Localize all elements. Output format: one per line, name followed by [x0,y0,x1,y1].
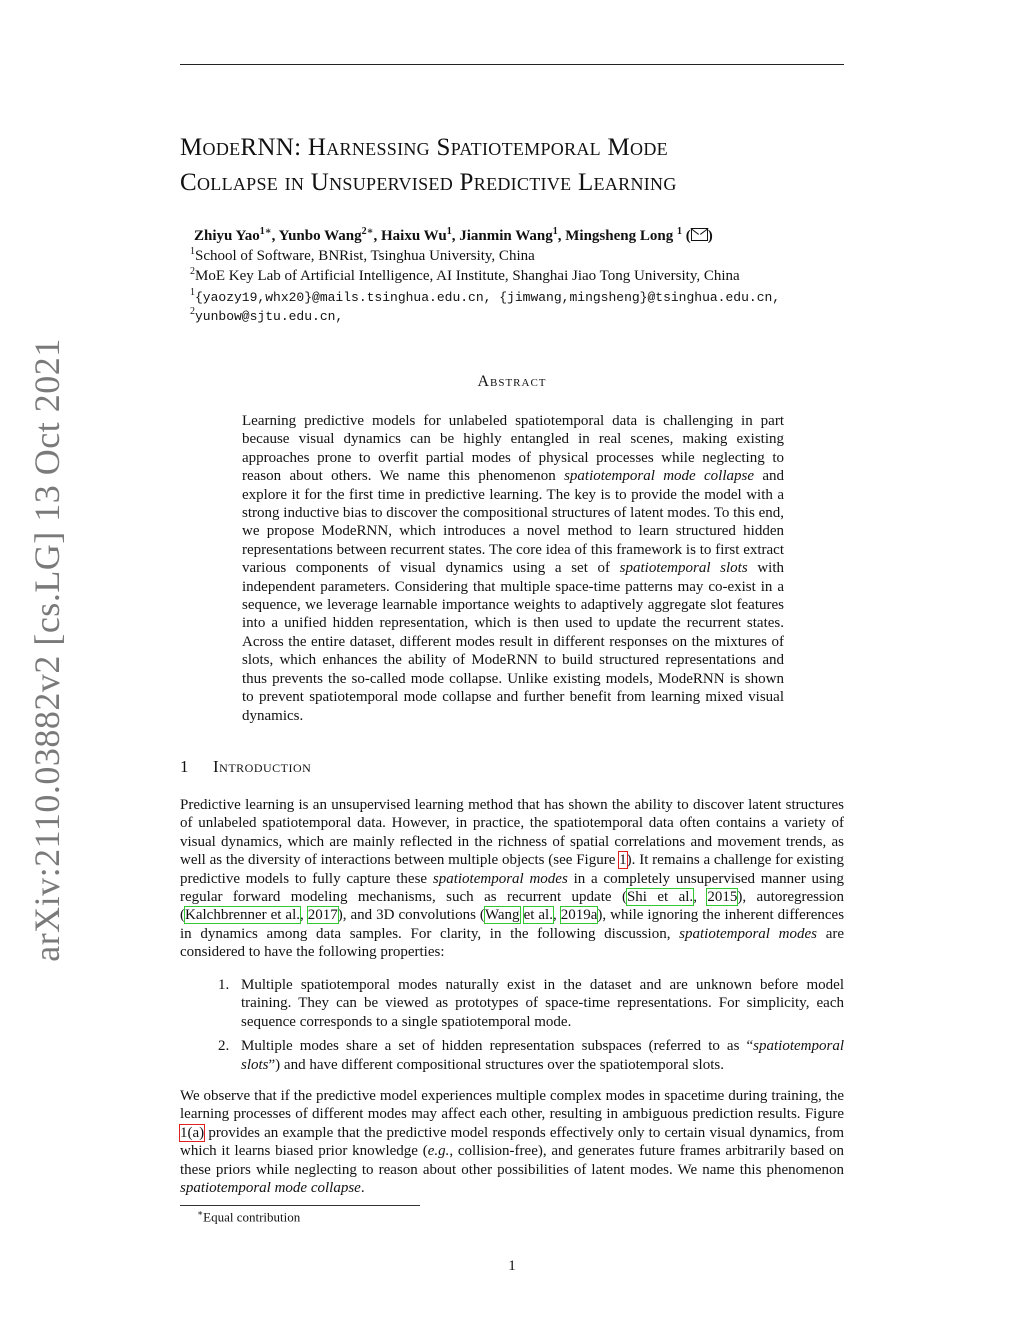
body-text: Predictive learning is an unsupervised learning method that has shown the ability to discover latent structures of unlabeled spatiotemporal data. However, in practice, the spatiotemporal data often contains a variety of visual dynamics, which are mainly reflected in the richness of spatial correlations and movement trends, as well as the diversity of interactions between multiple objects (see Figure [180,797,844,869]
separator: , [557,228,566,244]
citation-link[interactable]: Kalchbrenner et al. [185,907,300,924]
list-number: 2. [218,1038,230,1055]
author-name: Jianmin Wang [459,228,553,244]
list-text: ”) and have different compositional structures over the spatiotemporal slots. [268,1056,724,1073]
email-text[interactable]: yunbow@sjtu.edu.cn, [195,309,344,324]
abstract-emphasis: spatiotemporal slots [619,560,748,577]
citation-link[interactable]: et al. [523,907,553,924]
separator: , [271,228,279,244]
list-text: Multiple spatiotemporal modes naturally exist in the dataset and are unknown before model training. They can be viewed as prototypes of space-time representations. For simplicity, each sequence corresponds to a single spatiotemporal mode. [241,977,844,1030]
body-text: ). It remains a challenge for existing predictive models to fully capture these [180,852,844,887]
citation-link[interactable]: 2019a [560,907,598,924]
list-item [218,1037,844,1074]
author-sup: 2∗ [361,226,374,237]
section-heading-introduction [180,757,311,777]
author-name: Yunbo Wang [278,228,362,244]
author-sup: 1∗ [259,226,272,237]
abstract-text: and explore it for the first time in predictive learning. The key is to provide the model with a strong inductive bias to discover the compositional structures of latent modes. To this end, we propose ModeRNN, which introduces a novel method to learn structured hidden representations between recurrent states. The core idea of this framework is to first extract various components of visual dynamics using a set of [242,468,784,577]
body-text: ), and 3D convolutions ( [337,907,485,924]
body-text: , [693,889,708,906]
body-text: , collision-free), and generates future frames arbitrarily based on these priors while neglecting to reason about other possibilities of latent modes. We name this phenomenon [180,1143,844,1178]
top-rule [180,64,844,65]
footnote [197,1208,300,1225]
figure-reference-link[interactable]: 1(a) [180,1124,205,1141]
list-emphasis: spatiotemporal slots [241,1038,844,1073]
separator: , [451,228,460,244]
abstract-emphasis: spatiotemporal mode collapse [564,468,755,485]
email-text[interactable]: {yaozy19,whx20}@mails.tsinghua.edu.cn, {jimwang,mingsheng}@tsinghua.edu.cn, [195,290,781,305]
body-text: , [552,907,561,924]
separator: , [373,228,382,244]
body-emphasis: spatiotemporal modes [432,870,568,887]
author-name: Mingsheng Long [565,228,674,244]
aff-sup: 1 [190,246,195,257]
body-text: . [360,1180,365,1197]
footnote-text: Equal contribution [203,1209,301,1225]
body-text: ), autoregression ( [180,889,844,924]
body-emphasis: spatiotemporal mode collapse [180,1180,361,1197]
footnote-rule [180,1205,420,1206]
citation-link[interactable]: Wang [484,907,520,924]
body-text: provides an example that the predictive model responds effectively only to certain visual dynamics, from which it learns biased prior knowledge ( [180,1124,844,1160]
citation-link[interactable]: Shi et al. [626,889,694,906]
aff-text: School of Software, BNRist, Tsinghua University, China [195,248,535,264]
email-line-2 [190,306,343,325]
figure-reference-link[interactable]: 1 [619,852,627,869]
abstract-heading: Abstract [477,373,547,390]
list-number: 1. [218,977,230,993]
mail-icon[interactable] [691,228,708,241]
citation-link[interactable]: 2017 [307,907,338,924]
aff-text: MoE Key Lab of Artificial Intelligence, AI Institute, Shanghai Jiao Tong University, China [195,268,740,284]
body-text: ), while ignoring the inherent differences in dynamics among data samples. For clarity, in the following discussion, [180,907,845,942]
author-name: Haixu Wu [381,228,447,244]
paper-title [180,130,880,200]
email-line-1 [190,287,780,306]
body-text: We observe that if the predictive model experiences multiple complex modes in spacetime during training, the learning processes of different modes may affect each other, resulting in ambiguous prediction results. Figure [180,1088,844,1123]
author-sup: 1 [446,226,452,237]
section-title: Introduction [213,757,312,776]
title-line-1: ModeRNN: Harnessing Spatiotemporal Mode [180,134,668,161]
list-text: Multiple modes share a set of hidden representation subspaces (referred to as “ [241,1038,754,1055]
author-list: Zhiyu Yao$^{1∗}$, Yunbo Wang$^{2∗}$, Haixu Wu$^1$, Jianmin Wang$^1$, Mingsheng Long $^1$ ( ) [194,226,713,244]
affiliation-1 [190,246,535,265]
affiliation-2 [190,266,740,285]
body-emphasis: e.g. [427,1143,450,1160]
aff-sup: 1 [190,287,195,298]
body-text: are considered to have the following properties: [180,925,845,961]
title-line-2: Collapse in Unsupervised Predictive Learning [180,169,677,196]
aff-sup: 2 [190,266,195,277]
intro-paragraph-1 [180,796,844,962]
body-emphasis: spatiotemporal modes [679,925,817,942]
author-sup: 1 [552,226,558,237]
footnote-mark: ∗ [197,1208,204,1218]
properties-list [218,976,844,1080]
abstract-body [242,412,784,725]
abstract-text: Learning predictive models for unlabeled spatiotemporal data is challenging in part because visual dynamics can be highly entangled in real scenes, making existing approaches prone to overfit partial modes of physical processes while neglecting to reason about others. We name this phenomenon [242,413,784,485]
author-sup: 1 [676,226,682,237]
arxiv-identifier: arXiv:2110.03882v2 [cs.LG] 13 Oct 2021 [27,338,67,962]
page-number: 1 [508,1258,516,1274]
intro-paragraph-2 [180,1087,844,1197]
author-name: Zhiyu Yao [194,228,260,244]
list-item [218,976,844,1031]
citation-link[interactable]: 2015 [707,889,738,906]
abstract-text: with independent parameters. Considering that multiple space-time patterns may co-exist in a sequence, we leverage learnable importance weights to adaptively aggregate slot features into a unified hidden representation, which is then used to update the recurrent states. Across the entire dataset, different modes result in different responses on the mixtures of slots, which enhances the ability of ModeRNN to build structured representations and thus prevents the so-called mode collapse. Unlike existing models, ModeRNN is shown to prevent spatiotemporal mode collapse and further benefit from learning mixed visual dynamics. [242,560,784,724]
body-text: , [300,907,308,924]
section-number: 1 [180,757,189,776]
aff-sup: 2 [190,306,195,317]
body-text: in a completely unsupervised manner using regular forward modeling mechanisms, such as recurrent update ( [180,870,844,906]
